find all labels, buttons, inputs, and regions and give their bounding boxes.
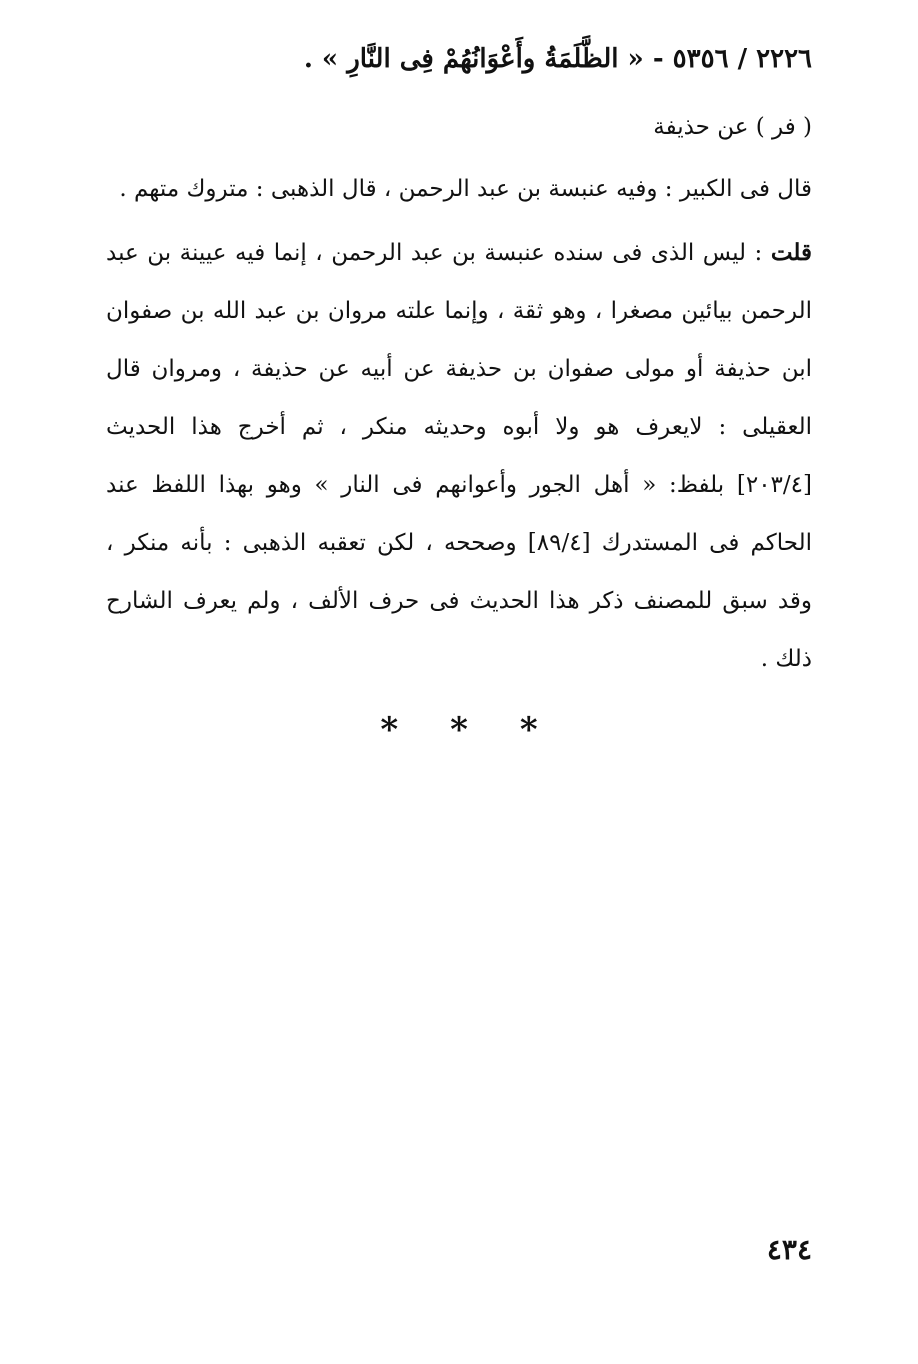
commentary-line-7: وقد سبق للمصنف ذكر هذا الحديث فى حرف الألف ، ولم يعرف الشارح (106, 588, 812, 614)
commentary-line-4: العقيلى : لايعرف هو ولا أبوه وحديثه منكر ، ثم أخرج هذا الحديث (106, 414, 812, 440)
commentary-line-1 (106, 224, 812, 282)
separator-star-2: * (450, 710, 468, 750)
commentary-paragraph (106, 224, 812, 688)
commentary-line-2: الرحمن بيائين مصغرا ، وهو ثقة ، وإنما علته مروان بن عبد الله بن صفوان (106, 298, 812, 324)
separator-star-3: * (519, 710, 538, 750)
kabir-note: قال فى الكبير : وفيه عنبسة بن عبد الرحمن ، قال الذهبى : متروك متهم . (119, 176, 812, 202)
commentary-line-3: ابن حذيفة أو مولى صفوان بن حذيفة عن أبيه عن حذيفة ، ومروان قال (106, 356, 812, 382)
separator-star-1: * (380, 710, 399, 750)
commentary-line-6: الحاكم فى المستدرك [٨٩/٤] وصححه ، لكن تعقبه الذهبى : بأنه منكر ، (106, 530, 813, 556)
commentary-label: قلت (770, 239, 813, 266)
commentary-line-1-text: : ليس الذى فى سنده عنبسة بن عبد الرحمن ، إنما فيه عيينة بن عبد (106, 240, 763, 266)
hadith-source: ( فر ) عن حذيفة (653, 114, 812, 140)
section-separator (0, 700, 918, 760)
hadith-heading: ٢٢٢٦ / ٥٣٥٦ - « الظَّلَمَةُ وأَعْوَانُهُمْ فِى النَّارِ » . (303, 44, 812, 74)
page-number: ٤٣٤ (766, 1233, 812, 1266)
commentary-line-5: [٢٠٣/٤] بلفظ: « أهل الجور وأعوانهم فى النار » وهو بهذا اللفظ عند (106, 472, 812, 498)
commentary-line-8: ذلك . (760, 646, 812, 672)
